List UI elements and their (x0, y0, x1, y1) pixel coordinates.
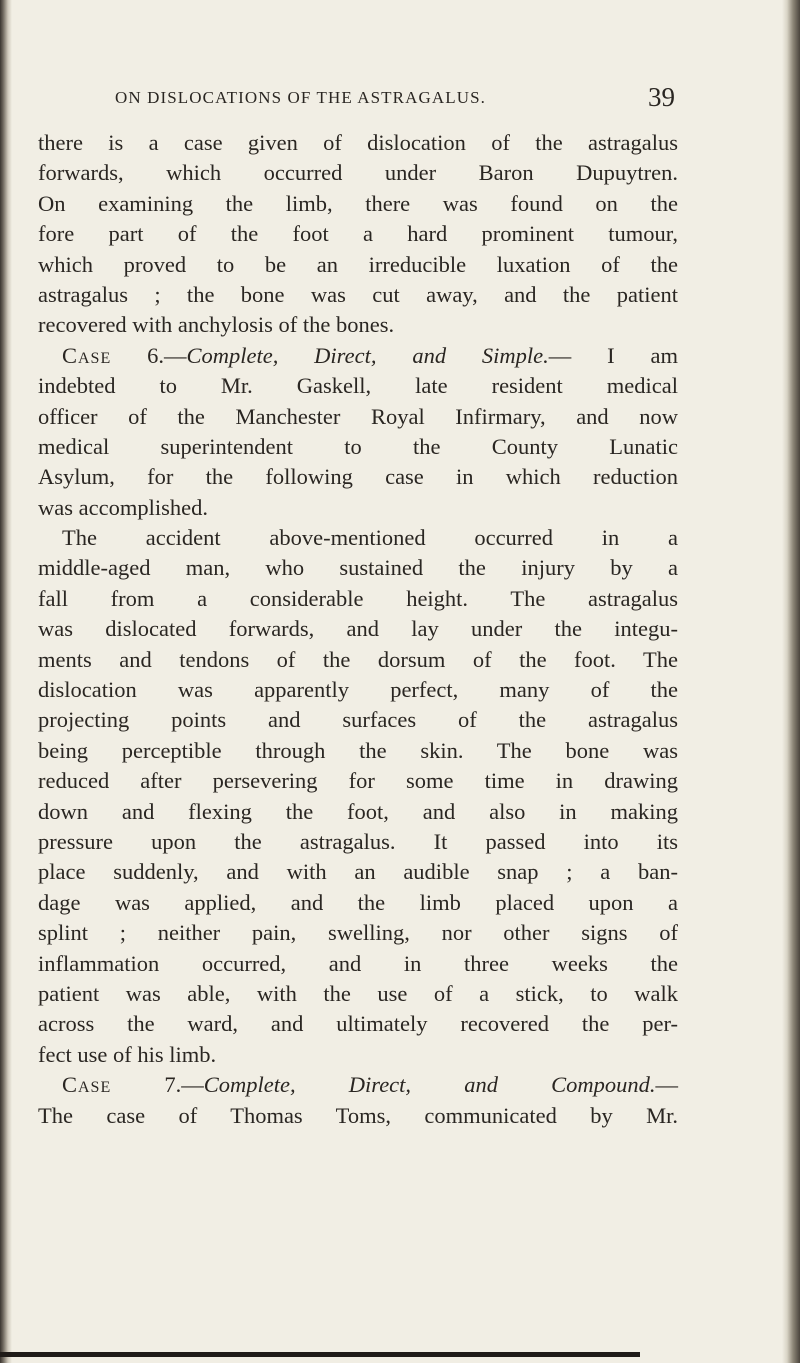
text-line: Asylum, for the following case in which reduction (38, 464, 678, 490)
page-gutter-shadow (0, 0, 12, 1363)
text-line: being perceptible through the skin. The bone was (38, 737, 678, 763)
case-label: Case (62, 1072, 112, 1098)
case-heading-tail: — I am (548, 342, 678, 368)
case-label: Case (62, 342, 112, 368)
text-line: across the ward, and ultimately recovered the per- (38, 1011, 678, 1037)
text-line: was accomplished. (38, 494, 208, 520)
text-line: fore part of the foot a hard prominent tumour, (38, 221, 678, 247)
case-number: 6.— (147, 342, 187, 368)
text-line: middle-aged man, who sustained the injury by a (38, 555, 678, 581)
text-line: indebted to Mr. Gaskell, late resident medical (38, 373, 678, 399)
page-edge-shadow (782, 0, 800, 1363)
text-line: place suddenly, and with an audible snap ; a ban- (38, 859, 678, 885)
text-line: ments and tendons of the dorsum of the foot. The (38, 646, 678, 672)
text-line: there is a case given of dislocation of the astragalus (38, 130, 678, 155)
case-number: 7.— (164, 1072, 204, 1098)
case-heading (38, 1070, 678, 1100)
text-line: fect use of his limb. (38, 1041, 217, 1067)
text-line: which proved to be an irreducible luxation of the (38, 251, 678, 277)
text-line: patient was able, with the use of a stick, to walk (38, 980, 678, 1006)
text-line: astragalus ; the bone was cut away, and the patient (38, 281, 678, 307)
text-line: recovered with anchylosis of the bones. (38, 312, 395, 338)
case-heading (38, 341, 678, 371)
case-heading-tail: — (655, 1072, 678, 1098)
text-line: The accident above-mentioned occurred in a (62, 525, 678, 551)
text-line: The case of Thomas Toms, communicated by Mr. (38, 1102, 678, 1128)
text-line: forwards, which occurred under Baron Dupuytren. (38, 160, 678, 186)
text-line: pressure upon the astragalus. It passed into its (38, 828, 678, 854)
text-line: inflammation occurred, and in three weeks the (38, 950, 678, 976)
text-line: On examining the limb, there was found on the (38, 190, 678, 216)
text-line: officer of the Manchester Royal Infirmary, and now (38, 403, 678, 429)
body-text (38, 128, 678, 1131)
text-line: was dislocated forwards, and lay under the integu- (38, 616, 678, 642)
bottom-rule (0, 1352, 640, 1357)
text-line: dislocation was apparently perfect, many of the (38, 677, 678, 703)
running-title: ON DISLOCATIONS OF THE ASTRAGALUS. (115, 88, 486, 107)
text-line: medical superintendent to the County Lunatic (38, 433, 678, 459)
text-line: projecting points and surfaces of the astragalus (38, 707, 678, 733)
case-title: Complete, Direct, and Simple. (186, 342, 549, 368)
text-line: reduced after persevering for some time in drawing (38, 768, 678, 794)
text-line: fall from a considerable height. The astragalus (38, 585, 678, 611)
text-line: down and flexing the foot, and also in making (38, 798, 678, 824)
case-title: Complete, Direct, and Compound. (203, 1072, 656, 1098)
text-line: dage was applied, and the limb placed upon a (38, 889, 678, 915)
text-line: splint ; neither pain, swelling, nor other signs of (38, 920, 678, 946)
page-header (115, 82, 675, 112)
page-number: 39 (648, 82, 675, 112)
